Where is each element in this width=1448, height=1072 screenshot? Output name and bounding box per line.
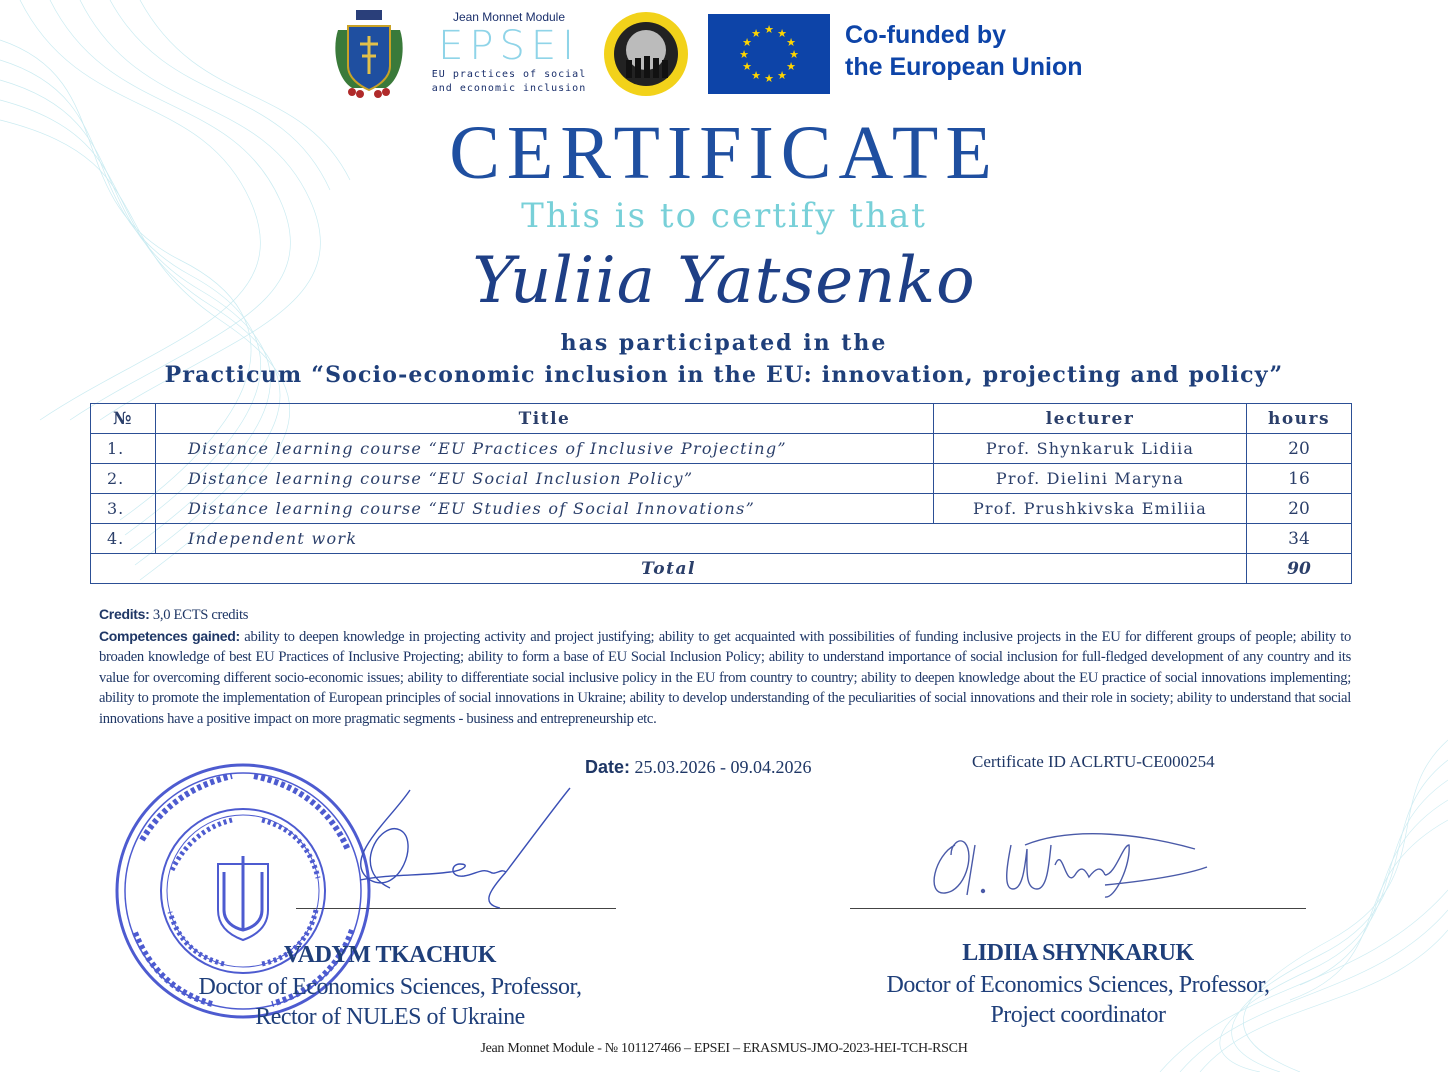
course-title: Distance learning course “EU Practices of Inclusive Projecting” (156, 434, 934, 464)
courses-table (90, 403, 1352, 584)
svg-text:★: ★ (786, 36, 796, 49)
svg-text:★: ★ (777, 69, 787, 82)
table-row (91, 464, 1352, 494)
recipient-name: Yuliia Yatsenko (472, 244, 976, 318)
footer-module-id: Jean Monnet Module - № 101127466 – EPSEI – ERASMUS-JMO-2023-HEI-TCH-RSCH (480, 1041, 968, 1056)
signature-right (915, 805, 1215, 905)
svg-text:★: ★ (751, 27, 761, 40)
course-lecturer: Prof. Prushkivska Emiliia (934, 494, 1247, 524)
course-lecturer: Prof. Shynkaruk Lidiia (934, 434, 1247, 464)
course-title: Independent work (156, 524, 1247, 554)
svg-text:★: ★ (777, 27, 787, 40)
row-number: 4. (91, 524, 156, 554)
svg-text:★: ★ (786, 60, 796, 73)
signer-right-role-line-1: Doctor of Economics Sciences, Professor, (886, 972, 1270, 998)
row-number: 3. (91, 494, 156, 524)
practicum-title: Practicum “Socio-economic inclusion in the EU: innovation, projecting and policy” (164, 362, 1284, 388)
total-hours: 90 (1247, 554, 1352, 584)
signer-left-role-line-2: Rector of NULES of Ukraine (255, 1004, 525, 1030)
epsei-logo (424, 8, 594, 100)
participated-line: has participated in the (560, 330, 888, 356)
signer-right-role (838, 970, 1318, 1030)
signer-right-role-line-2: Project coordinator (990, 1002, 1166, 1028)
epsei-subtitle-2: and economic inclusion (431, 83, 587, 94)
table-row (91, 494, 1352, 524)
epsei-subtitle-1: EU practices of social (431, 69, 587, 80)
cofunded-line-2: the European Union (845, 53, 1083, 81)
header-title: Title (156, 404, 934, 434)
credits-line (99, 604, 1351, 626)
signature-left (300, 780, 600, 910)
certify-line: This is to certify that (521, 196, 927, 236)
svg-text:★: ★ (751, 69, 761, 82)
signer-right-name: LIDIIA SHYNKARUK (962, 940, 1194, 966)
course-hours: 20 (1247, 434, 1352, 464)
course-hours: 34 (1247, 524, 1352, 554)
table-row (91, 434, 1352, 464)
certificate-title: CERTIFICATE (449, 111, 999, 195)
signer-left-role (150, 972, 630, 1032)
certificate-id: Certificate ID ACLRTU-CE000254 (972, 752, 1215, 771)
date-line (585, 757, 812, 778)
competences-paragraph (99, 626, 1351, 730)
credits-block (99, 604, 1351, 729)
total-label: Total (91, 554, 1247, 584)
header-lecturer: lecturer (934, 404, 1247, 434)
epsei-wordmark: EPSEI (438, 23, 580, 69)
course-title: Distance learning course “EU Social Inclusion Policy” (156, 464, 934, 494)
table-header-row (91, 404, 1352, 434)
date-label: Date: (585, 757, 631, 777)
course-hours: 16 (1247, 464, 1352, 494)
eu-flag-icon (708, 14, 830, 94)
cofunded-label (845, 19, 1083, 83)
cofunded-line-1: Co-funded by (845, 21, 1007, 49)
epsei-module-label: Jean Monnet Module (452, 10, 566, 24)
svg-text:★: ★ (789, 48, 799, 61)
table-row (91, 524, 1352, 554)
ngo-circle-logo (602, 10, 690, 98)
signature-line-right (850, 908, 1306, 909)
signer-left-role-line-1: Doctor of Economics Sciences, Professor, (198, 974, 582, 1000)
competences-label: Competences gained: (99, 627, 240, 644)
svg-text:★: ★ (742, 60, 752, 73)
signer-left-name: VADYM TKACHUK (284, 942, 496, 968)
course-lecturer: Prof. Dielini Maryna (934, 464, 1247, 494)
date-value: 25.03.2026 - 09.04.2026 (634, 757, 812, 777)
header-no: № (91, 404, 156, 434)
credits-label: Credits: (99, 606, 150, 622)
svg-text:★: ★ (739, 48, 749, 61)
header-hours: hours (1247, 404, 1352, 434)
svg-text:★: ★ (764, 23, 774, 36)
row-number: 2. (91, 464, 156, 494)
course-hours: 20 (1247, 494, 1352, 524)
course-title: Distance learning course “EU Studies of Social Innovations” (156, 494, 934, 524)
competences-text: ability to deepen knowledge in projecting activity and project justifying; ability to get acquainted with possibilities of funding inclusive projects in the EU for different groups of people; ability to broaden knowledge of best EU Practices of Inclusive Projecting; ability to form a base of EU Social Inclusion Policy; ability to understand importance of social inclusion for full-fledged development of any country and its value for overcoming different socio-economic issues; ability to differentiate social inclusive policy in the EU from country to country; ability to deepen knowledge about the EU practice of social innovations implementing; ability to promote the implementation of European principles of social innovations in Ukraine; ability to develop understanding of the peculiarities of social innovations and their role in society; ability to understand that social innovations have a positive impact on more pragmatic segments - business and entrepreneurship etc. (99, 628, 1351, 727)
credits-value: 3,0 ECTS credits (152, 607, 249, 623)
row-number: 1. (91, 434, 156, 464)
svg-text:★: ★ (742, 36, 752, 49)
nules-crest-logo (330, 8, 408, 98)
table-total-row (91, 554, 1352, 584)
svg-text:★: ★ (764, 72, 774, 85)
